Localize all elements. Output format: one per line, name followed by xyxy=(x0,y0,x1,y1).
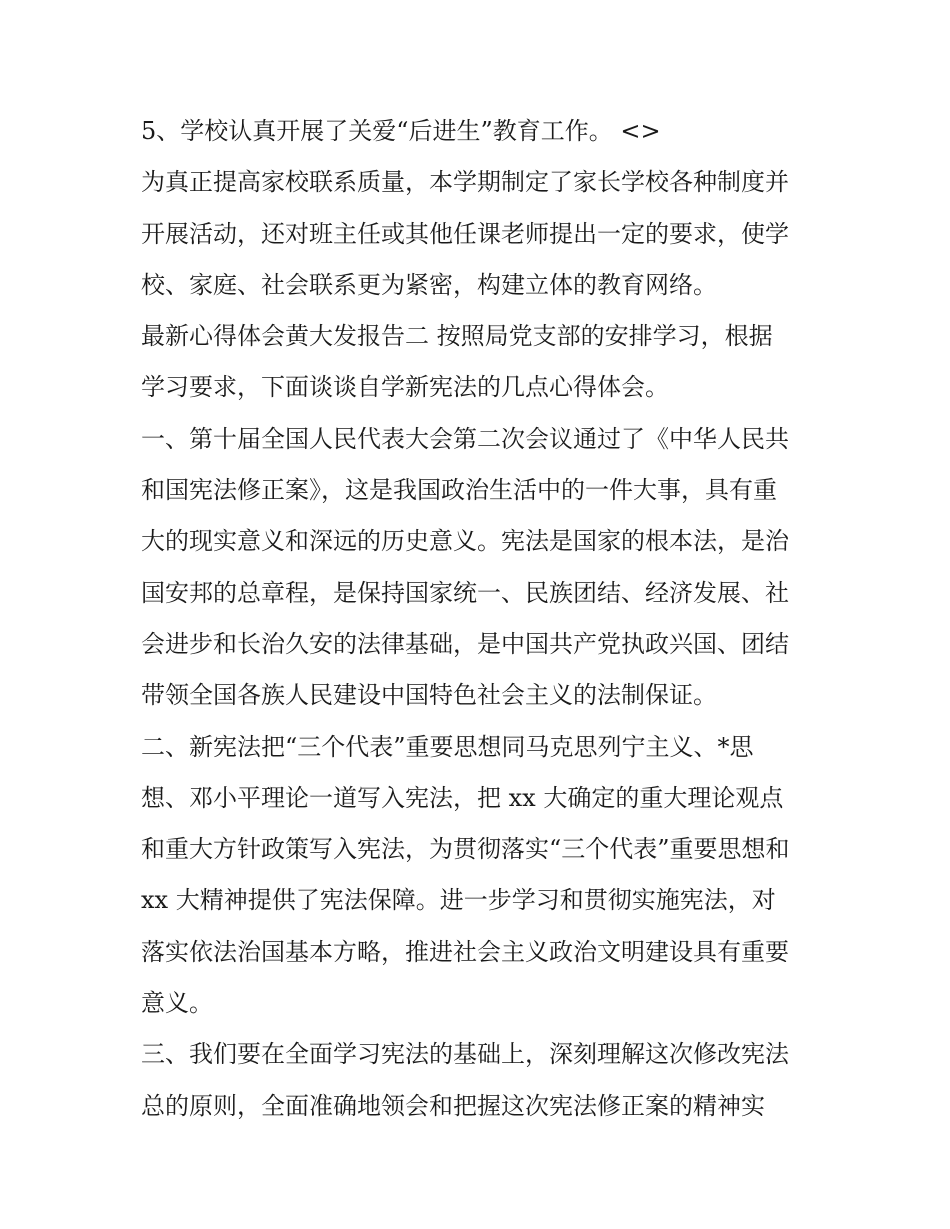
text-line: 最新心得体会黄大发报告二 按照局党支部的安排学习，根据 xyxy=(141,322,773,351)
text-line: 带领全国各族人民建设中国特色社会主义的法制保证。 xyxy=(141,681,717,710)
text-line: 一、第十届全国人民代表大会第二次会议通过了《中华人民共 xyxy=(141,424,789,453)
text-line: 国安邦的总章程，是保持国家统一、民族团结、经济发展、社 xyxy=(141,578,789,607)
text-line: 会进步和长治久安的法律基础，是中国共产党执政兴国、团结 xyxy=(141,629,789,658)
text-line: 大的现实意义和深远的历史意义。宪法是国家的根本法，是治 xyxy=(141,527,789,556)
text-line: 总的原则，全面准确地领会和把握这次宪法修正案的精神实 xyxy=(141,1091,765,1120)
document-body xyxy=(141,106,831,1132)
text-line: 落实依法治国基本方略，推进社会主义政治文明建设具有重要 xyxy=(141,937,789,966)
text-line: 和国宪法修正案》，这是我国政治生活中的一件大事，具有重 xyxy=(141,476,777,505)
text-line: 三、我们要在全面学习宪法的基础上，深刻理解这次修改宪法 xyxy=(141,1040,789,1069)
text-line: 和重大方针政策写入宪法，为贯彻落实“三个代表”重要思想和 xyxy=(141,835,790,864)
text-line: 开展活动，还对班主任或其他任课老师提出一定的要求，使学 xyxy=(141,219,789,248)
text-line: 5、学校认真开展了关爱“后进生”教育工作。 <> xyxy=(141,117,661,145)
text-line: 意义。 xyxy=(141,989,213,1018)
text-line: 校、家庭、社会联系更为紧密，构建立体的教育网络。 xyxy=(141,270,717,299)
text-line: 二、新宪法把“三个代表”重要思想同马克思列宁主义、*思 xyxy=(141,732,754,761)
text-line: xx 大精神提供了宪法保障。进一步学习和贯彻实施宪法，对 xyxy=(141,886,776,915)
text-line: 学习要求，下面谈谈自学新宪法的几点心得体会。 xyxy=(141,373,669,402)
text-line: 想、邓小平理论一道写入宪法，把 xx 大确定的重大理论观点 xyxy=(141,783,784,812)
text-line: 为真正提高家校联系质量，本学期制定了家长学校各种制度并 xyxy=(141,168,789,197)
